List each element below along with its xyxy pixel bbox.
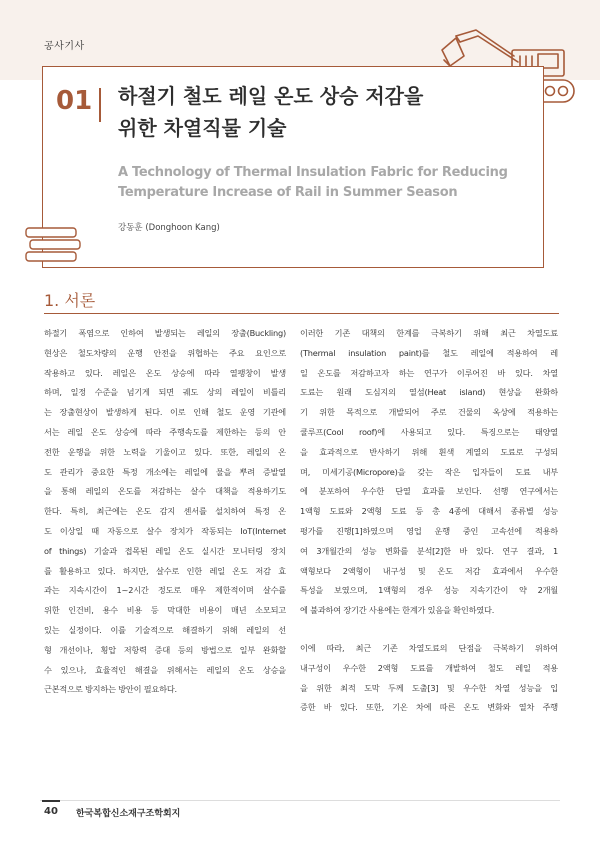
text-line: 하절기 폭염으로 인하여 발생되는 레일의 장출(Buckling) bbox=[44, 328, 286, 338]
text-line: 한다. 특히, 최근에는 온도 감지 센서를 설치하여 특정 온 bbox=[44, 506, 286, 517]
text-line: 위한 인건비, 용수 비용 등 막대한 비용이 매년 소모되고 bbox=[44, 605, 286, 616]
title-line: 위한 차열직물 기술 bbox=[118, 116, 287, 140]
text-line: 이러한 기존 대책의 한계를 극복하기 위해 최근 차열도료 bbox=[300, 328, 558, 338]
text-line: 전한 운행을 위한 노력을 기울이고 있다. 또한, 레일의 온 bbox=[44, 446, 286, 457]
text-line: 기 위한 목적으로 개발되어 주로 건물의 옥상에 적용하는 bbox=[300, 407, 558, 418]
text-line: 1액형 도료와 2액형 도료 등 총 4종에 대해서 종류별 성능 bbox=[300, 506, 558, 517]
page-number-bar bbox=[42, 800, 60, 802]
text-line: 작용하고 있다. 레일은 온도 상승에 따라 열팽창이 발생 bbox=[44, 367, 286, 378]
text-line: 현상은 철도차량의 운행 안전을 위협하는 주요 요인으로 bbox=[44, 347, 286, 358]
text-line: 서는 레일 온도 상승에 따라 주행속도를 제한하는 등의 안 bbox=[44, 426, 286, 437]
text-line: 내구성이 우수한 2액형 도료를 개발하여 철도 레일 적용 bbox=[300, 662, 558, 673]
text-line: 일 온도를 저감하고자 하는 연구가 이루어진 바 있다. 차열 bbox=[300, 367, 558, 378]
article-title-korean bbox=[118, 80, 518, 144]
text-line: 는 장출현상이 발생하게 된다. 이로 인해 철도 운영 기관에 bbox=[44, 407, 286, 418]
text-line: (Thermal insulation paint)를 철도 레일에 적용하여 레 bbox=[300, 347, 558, 358]
text-line: 에 불과하여 장기간 사용에는 한계가 있음을 확인하였다. bbox=[300, 605, 495, 616]
page-number: 40 bbox=[44, 806, 58, 817]
title-line: 하절기 철도 레일 온도 상승 저감을 bbox=[118, 84, 424, 108]
body-column-right bbox=[300, 324, 558, 718]
text-line: 있는 실정이다. 이를 기술적으로 해결하기 위해 레일의 선 bbox=[44, 624, 286, 635]
body-column-left bbox=[44, 324, 286, 700]
journal-name: 한국복합신소재구조학회지 bbox=[76, 809, 181, 819]
stacked-rails-icon bbox=[24, 226, 84, 264]
text-line: 도 관리가 중요한 특정 개소에는 레일에 물을 뿌려 증발열 bbox=[44, 466, 286, 477]
article-number: 01 bbox=[56, 86, 93, 116]
english-title-line: A Technology of Thermal Insulation Fabric for Reducing bbox=[118, 165, 508, 180]
text-line: 평가를 진행[1]하였으며 영업 운행 중인 고속선에 적용하 bbox=[300, 525, 558, 536]
text-line: 을 통해 레일의 온도를 저감하는 살수 대책을 적용하기도 bbox=[44, 486, 286, 497]
section-label: 공사기사 bbox=[44, 41, 85, 52]
text-line: 근본적으로 방지하는 방안이 필요하다. bbox=[44, 684, 177, 695]
text-line: 이에 따라, 최근 기존 차열도료의 단점을 극복하기 위하여 bbox=[300, 642, 558, 653]
text-line: 을 위한 최적 도막 두께 도출[3] 및 우수한 차열 성능을 입 bbox=[300, 682, 558, 693]
text-line: 도 이상일 때 자동으로 살수 장치가 작동되는 IoT(Internet bbox=[44, 525, 286, 536]
english-title-line: Temperature Increase of Rail in Summer Season bbox=[118, 185, 458, 200]
text-line: 쿨루프(Cool roof)에 사용되고 있다. 특징으로는 태양열 bbox=[300, 426, 558, 437]
paragraph-gap bbox=[300, 621, 558, 639]
article-title-english bbox=[118, 163, 528, 203]
title-separator bbox=[99, 88, 101, 122]
text-line: 하며, 일정 수준을 넘기게 되면 궤도 상의 레일이 비틀리 bbox=[44, 387, 286, 398]
text-line: 를 활용하고 있다. 하지만, 살수로 인한 레일 온도 저감 효 bbox=[44, 565, 286, 576]
section-heading: 1. 서론 bbox=[44, 291, 96, 310]
text-line: 증한 바 있다. 또한, 기온 차에 따른 온도 변화와 열차 주행 bbox=[300, 702, 558, 713]
text-line: 도료는 원래 도심지의 열섬(Heat island) 현상을 완화하 bbox=[300, 387, 558, 398]
author: 강동훈 (Donghoon Kang) bbox=[118, 223, 220, 233]
text-line: 에 분포하여 우수한 단열 효과를 보인다. 선행 연구에서는 bbox=[300, 486, 558, 497]
heading-divider bbox=[44, 313, 559, 314]
text-line: 형 개선이나, 횡압 저항력 증대 등의 방법으로 일부 완화할 bbox=[44, 644, 286, 655]
text-line: of things) 기술과 접목된 레일 온도 실시간 모니터링 장치 bbox=[44, 545, 286, 556]
text-line: 특성을 보였으며, 1액형의 경우 성능 지속기간이 약 2개월 bbox=[300, 585, 558, 596]
text-line: 며, 미세기공(Micropore)을 갖는 작은 입자들이 도료 내부 bbox=[300, 466, 558, 477]
text-line: 여 3개월간의 성능 변화를 분석[2]한 바 있다. 연구 결과, 1 bbox=[300, 545, 558, 556]
text-line: 액형보다 2액형이 내구성 및 온도 저감 효과에서 우수한 bbox=[300, 565, 558, 576]
footer-divider bbox=[40, 800, 560, 801]
text-line: 수 있으나, 효율적인 해결을 위해서는 레일의 온도 상승을 bbox=[44, 664, 286, 675]
text-line: 을 효과적으로 반사하기 위해 흰색 계열의 도료로 구성되 bbox=[300, 446, 558, 457]
text-line: 과는 지속시간이 1~2시간 정도로 매우 제한적이며 살수를 bbox=[44, 585, 286, 596]
